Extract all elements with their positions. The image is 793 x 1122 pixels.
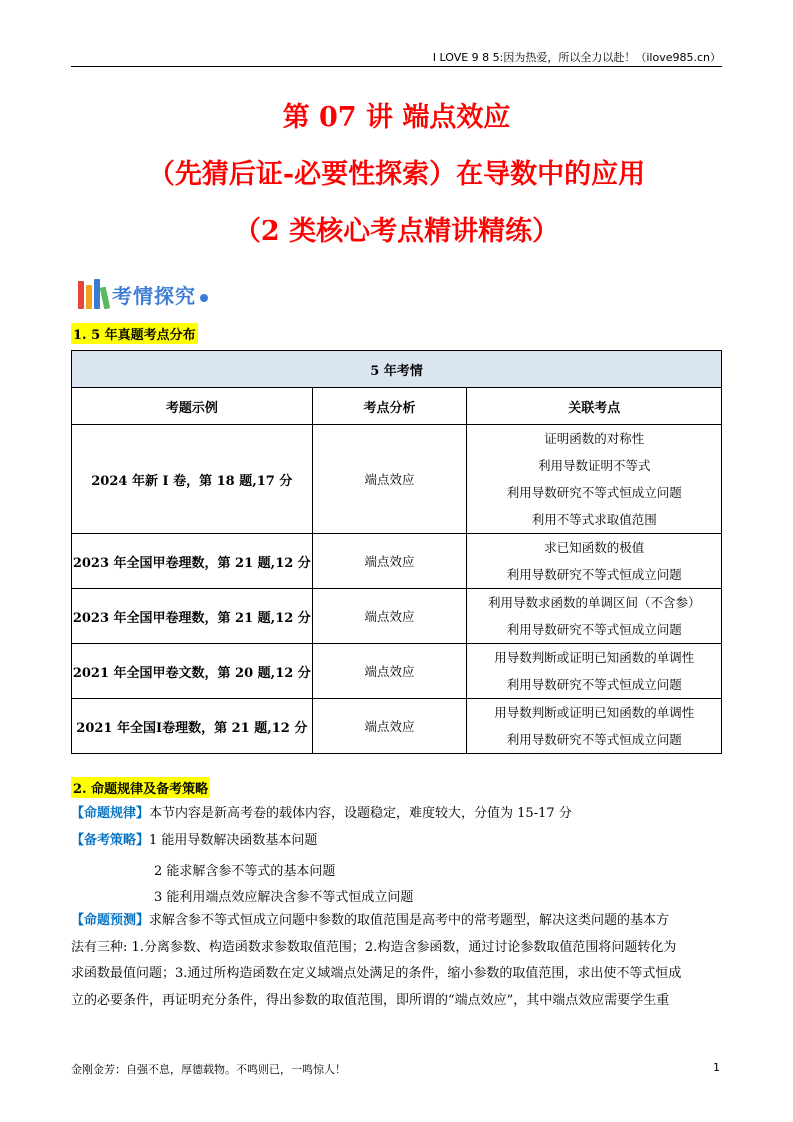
- books-icon: [78, 279, 108, 309]
- related-points-cell: [467, 699, 722, 754]
- column-header: 考题示例: [72, 388, 313, 425]
- related-points-cell: [467, 589, 722, 644]
- related-point: 利用导数研究不等式恒成立问题: [506, 485, 682, 500]
- related-point: 证明函数的对称性: [544, 431, 645, 446]
- related-point: 利用导数求函数的单调区间（不含参）: [487, 595, 701, 610]
- header-divider: [71, 66, 722, 67]
- analysis-cell: 端点效应: [312, 589, 467, 644]
- question-cell: 2021 年全国Ⅰ卷理数，第 21 题,12 分: [72, 699, 313, 754]
- predict-label: 【命题预测】: [71, 913, 150, 928]
- predict-line: 法有三种: 1.分离参数、构造函数求参数取值范围；2.构造含参函数，通过讨论参数取值范围将问题转化为: [71, 939, 677, 955]
- strategy-item: 2 能求解含参不等式的基本问题: [154, 864, 336, 879]
- table-row: [72, 699, 722, 754]
- related-point: 利用导数证明不等式: [537, 458, 651, 473]
- related-point: 利用导数研究不等式恒成立问题: [506, 732, 682, 747]
- page-number: 1: [713, 1061, 720, 1074]
- predict-line: 立的必要条件，再证明充分条件，得出参数的取值范围，即所谓的“端点效应”，其中端点效应需要学生重: [71, 992, 670, 1008]
- exam-analysis-banner: [78, 277, 208, 311]
- table-caption: 5 年考情: [72, 351, 722, 388]
- strategy-item: 3 能利用端点效应解决含参不等式恒成立问题: [154, 890, 414, 905]
- related-points-cell: [467, 534, 722, 589]
- related-point: 利用不等式求取值范围: [531, 512, 657, 527]
- question-cell: 2021 年全国甲卷文数，第 20 题,12 分: [72, 644, 313, 699]
- title-line-3: （2 类核心考点精讲精练）: [233, 216, 560, 247]
- related-points-cell: [467, 425, 722, 534]
- analysis-cell: 端点效应: [312, 644, 467, 699]
- banner-label: 考情探究: [112, 283, 196, 308]
- title-line-1: 第 07 讲 端点效应: [282, 102, 511, 133]
- related-point: 利用导数研究不等式恒成立问题: [506, 622, 682, 637]
- section-2-heading: 2. 命题规律及备考策略: [71, 777, 210, 798]
- analysis-cell: 端点效应: [312, 534, 467, 589]
- section-1-heading: 1. 5 年真题考点分布: [71, 323, 198, 344]
- strategy-label: 【备考策略】: [71, 833, 150, 848]
- header-text: I LOVE 9 8 5:因为热爱，所以全力以赴！（ilove985.cn）: [432, 51, 721, 64]
- related-point: 利用导数研究不等式恒成立问题: [506, 677, 682, 692]
- analysis-cell: 端点效应: [312, 425, 467, 534]
- question-cell: 2024 年新 I 卷，第 18 题,17 分: [72, 425, 313, 534]
- dot-icon: [200, 294, 208, 302]
- related-point: 用导数判断或证明已知函数的单调性: [494, 650, 695, 665]
- related-points-cell: [467, 644, 722, 699]
- column-header: 关联考点: [467, 388, 722, 425]
- strategy-item: 1 能用导数解决函数基本问题: [149, 833, 318, 848]
- related-point: 利用导数研究不等式恒成立问题: [506, 567, 682, 582]
- prediction-paragraph: [71, 908, 722, 1014]
- rule-text: 本节内容是新高考卷的载体内容，设题稳定，难度较大，分值为 15-17 分: [149, 806, 572, 821]
- rule-label: 【命题规律】: [71, 806, 150, 821]
- table-row: [72, 534, 722, 589]
- table-row: [72, 644, 722, 699]
- related-point: 用导数判断或证明已知函数的单调性: [494, 705, 695, 720]
- footer-motto: 金刚金芳：自强不息，厚德载物。不鸣则已，一鸣惊人！: [71, 1063, 346, 1076]
- table-row: [72, 589, 722, 644]
- title-line-2: （先猜后证-必要性探索）在导数中的应用: [147, 159, 646, 190]
- table-row: [72, 425, 722, 534]
- analysis-cell: 端点效应: [312, 699, 467, 754]
- predict-line: 求解含参不等式恒成立问题中参数的取值范围是高考中的常考题型，解决这类问题的基本方: [149, 913, 670, 928]
- question-cell: 2023 年全国甲卷理数，第 21 题,12 分: [72, 534, 313, 589]
- strategy-paragraph: [71, 828, 722, 855]
- question-cell: 2023 年全国甲卷理数，第 21 题,12 分: [72, 589, 313, 644]
- rule-paragraph: [71, 801, 722, 828]
- column-header: 考点分析: [312, 388, 467, 425]
- related-point: 求已知函数的极值: [544, 540, 645, 555]
- exam-table: [71, 350, 722, 754]
- predict-line: 求函数最值问题；3.通过所构造函数在定义域端点处满足的条件，缩小参数的取值范围，求出使不等式恒成: [71, 966, 682, 981]
